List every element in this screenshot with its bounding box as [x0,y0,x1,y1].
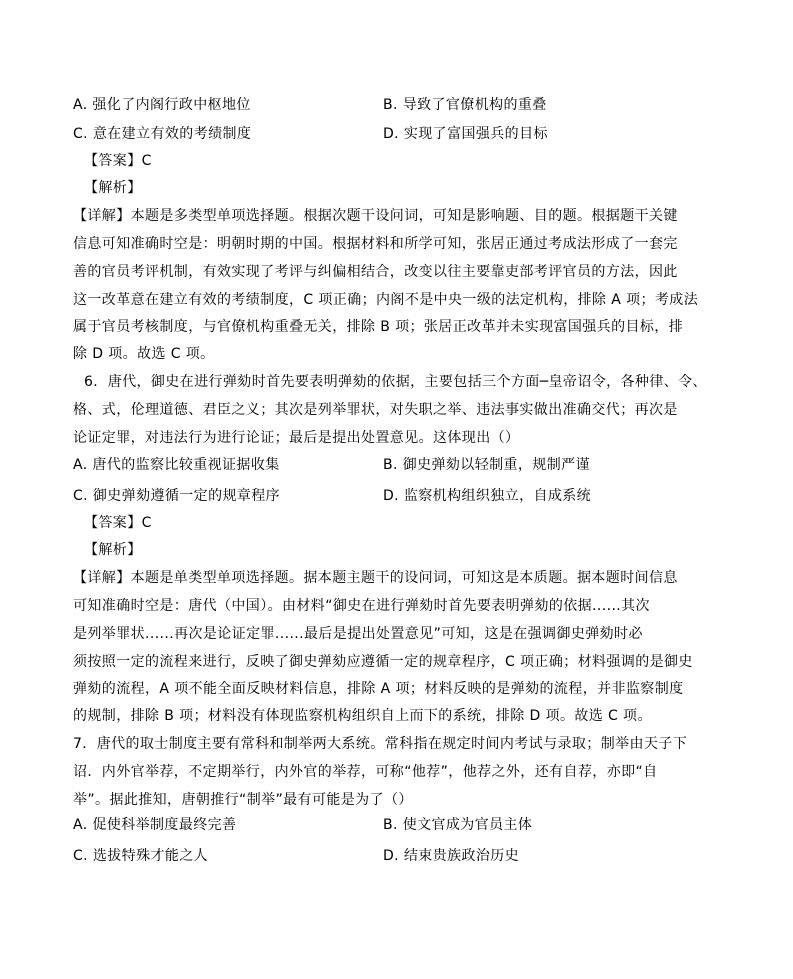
q6-stem-line: 论证定罪，对违法行为进行论证；最后是提出处置意见。这体现出（） [73,430,520,446]
q6-option-c: C. 御史弹劾遵循一定的规章程序 [73,488,281,504]
q7-stem-line: 诏．内外官举荐，不定期举行，内外官的举荐，可称“他荐”，他荐之外，还有自荐，亦即“自 [73,764,658,780]
q7-stem-line: 举”。据此推知，唐朝推行“制举”最有可能是为了（） [73,792,413,808]
q6-analysis-label: 【解析】 [84,542,142,558]
q6-stem-line: 格、式，伦理道德、君臣之义；其次是列举罪状，对失职之举、违法事实做出准确交代；再次是 [73,402,678,418]
q7-option-d: D. 结束贵族政治历史 [383,848,520,864]
q6-answer: 【答案】C [84,515,152,531]
q6-detail-line: 弹劾的流程，A 项不能全面反映材料信息，排除 A 项；材料反映的是弹劾的流程，并非监察制度 [73,681,684,697]
q7-stem-line: 7．唐代的取士制度主要有常科和制举两大系统。常科指在规定时间内考试与录取；制举由天子下 [73,736,688,752]
q6-stem-line: 6．唐代，御史在进行弹劾时首先要表明弹劾的依据，主要包括三个方面─皇帝诏令，各种律、令、 [84,374,707,390]
q5-detail-line: 善的官员考评机制，有效实现了考评与纠偏相结合，改变以往主要靠吏部考评官员的方法，因此 [73,264,678,280]
q6-detail-line: 可知准确时空是：唐代（中国）。由材料“御史在进行弹劾时首先要表明弹劾的依据......其次 [73,598,650,614]
q7-option-c: C. 选拔特殊才能之人 [73,848,209,864]
q5-answer: 【答案】C [84,153,152,169]
q5-option-d: D. 实现了富国强兵的目标 [383,126,548,142]
q7-option-a: A. 促使科举制度最终完善 [73,817,237,833]
q6-option-a: A. 唐代的监察比较重视证据收集 [73,457,280,473]
q5-option-b: B. 导致了官僚机构的重叠 [383,97,547,113]
q5-option-c: C. 意在建立有效的考绩制度 [73,126,252,142]
q5-detail-line: 属于官员考核制度，与官僚机构重叠无关，排除 B 项；张居正改革并未实现富国强兵的目标，排 [73,319,684,335]
q6-detail-line: 【详解】本题是单类型单项选择题。据本题主题干的设问词，可知这是本质题。据本题时间信息 [73,570,678,586]
q6-detail-line: 须按照一定的流程来进行，反映了御史弹劾应遵循一定的规章程序，C 项正确；材料强调的是御史 [73,654,693,670]
q5-detail-line: 这一改革意在建立有效的考绩制度，C 项正确；内阁不是中央一级的法定机构，排除 A 项；考成法 [73,292,699,308]
q6-option-b: B. 御史弹劾以轻制重，规制严谨 [383,457,590,473]
q5-analysis-label: 【解析】 [84,180,142,196]
q7-option-b: B. 使文官成为官员主体 [383,817,533,833]
q5-detail-line: 信息可知准确时空是：明朝时期的中国。根据材料和所学可知，张居正通过考成法形成了一套完 [73,236,678,252]
q6-detail-line: 是列举罪状......再次是论证定罪......最后是提出处置意见”可知，这是在强调御史弹劾时必 [73,626,643,642]
q6-option-d: D. 监察机构组织独立，自成系统 [383,488,592,504]
q6-detail-line: 的规制，排除 B 项；材料没有体现监察机构组织自上而下的系统，排除 D 项。故选 C 项。 [73,708,652,724]
q5-detail-line: 除 D 项。故选 C 项。 [73,346,215,362]
q5-option-a: A. 强化了内阁行政中枢地位 [73,97,251,113]
q5-detail-line: 【详解】本题是多类型单项选择题。根据次题干设问词，可知是影响题、目的题。根据题干关键 [73,208,678,224]
